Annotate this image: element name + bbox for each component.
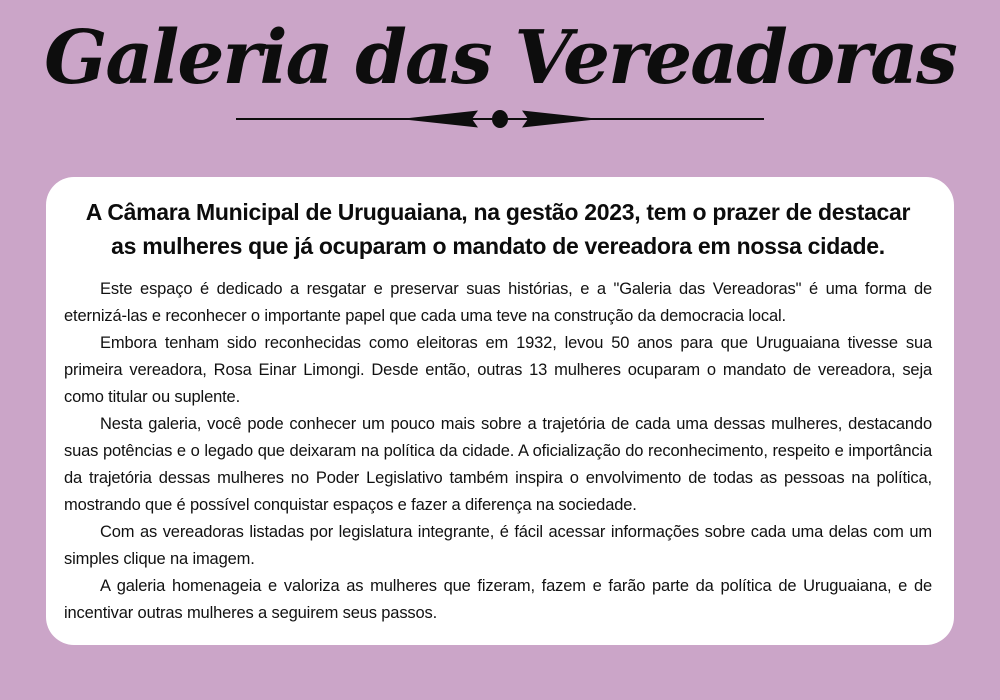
page-title: Galeria das Vereadoras bbox=[44, 15, 956, 101]
card-heading: A Câmara Municipal de Uruguaiana, na gestão 2023, tem o prazer de destacar as mulheres que já ocuparam o mandato de vereadora em nossa cidade. bbox=[85, 199, 911, 259]
paragraph-navigation: Com as vereadoras listadas por legislatura integrante, é fácil acessar informações sobre cada uma delas com um simples clique na imagem. bbox=[64, 523, 932, 568]
paragraph-history: Embora tenham sido reconhecidas como eleitoras em 1932, levou 50 anos para que Uruguaiana tivesse sua primeira vereadora, Rosa Einar Limongi. Desde então, outras 13 mulheres ocuparam o mandato de vereadora, seja como titular ou suplente. bbox=[64, 334, 932, 406]
card-body bbox=[64, 276, 932, 627]
content-card bbox=[46, 177, 954, 645]
page-header bbox=[0, 0, 1000, 165]
paragraph-homage: A galeria homenageia e valoriza as mulheres que fizeram, fazem e farão parte da política de Uruguaiana, e de incentivar outras mulheres a seguirem seus passos. bbox=[64, 577, 932, 622]
paragraph-trajectory: Nesta galeria, você pode conhecer um pouco mais sobre a trajetória de cada uma dessas mulheres, destacando suas potências e o legado que deixaram na política da cidade. A oficialização do reconhecimento, respeito e importância da trajetória dessas mulheres no Poder Legislativo também inspira o envolvimento de todas as pessoas na política, mostrando que é possível conquistar espaços e fazer a diferença na sociedade. bbox=[64, 415, 932, 514]
paragraph-intro: Este espaço é dedicado a resgatar e preservar suas histórias, e a "Galeria das Vereadoras" é uma forma de eternizá-las e reconhecer o importante papel que cada uma teve na construção da democracia local. bbox=[64, 280, 932, 325]
